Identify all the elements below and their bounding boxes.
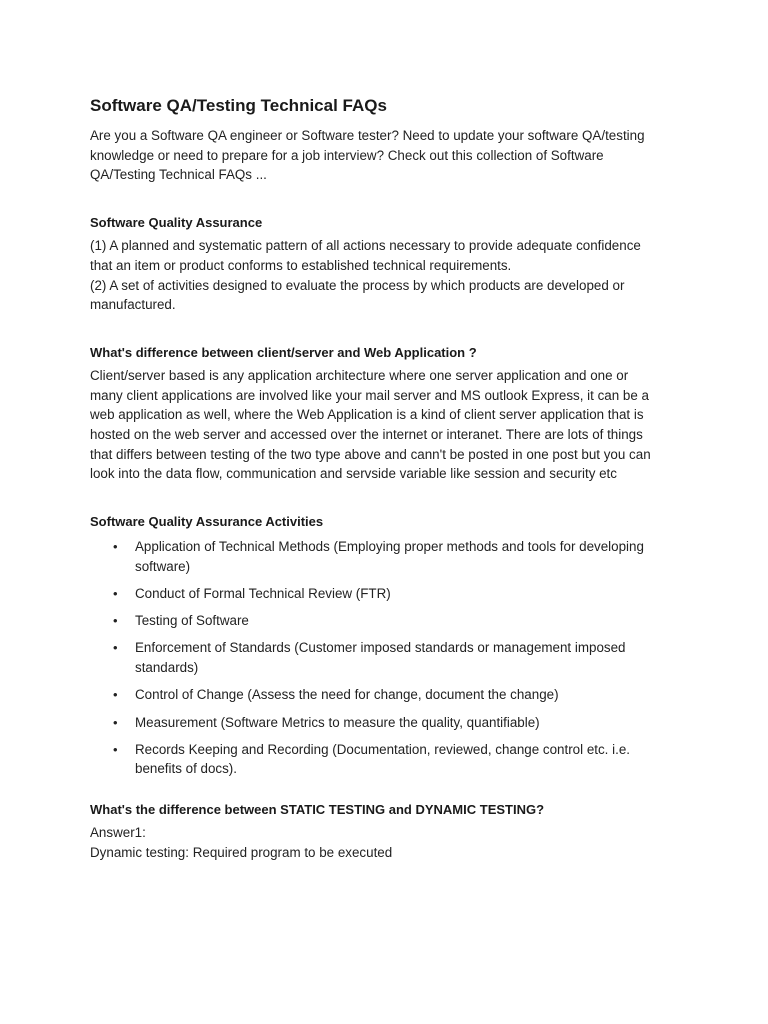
document-page: [90, 94, 680, 863]
text-line: web application as well, where the Web Application is a kind of client server application that is: [90, 407, 644, 423]
text-line: that differs between testing of the two type above and cann't be posted in one post but you can: [90, 446, 651, 462]
list-item: [90, 638, 680, 677]
bullet-icon: •: [113, 613, 118, 629]
text-line: (1) A planned and systematic pattern of all actions necessary to provide adequate confidence: [90, 238, 641, 254]
list-item-text: Application of Technical Methods (Employing proper methods and tools for developing: [135, 539, 644, 555]
section-activities: [90, 513, 680, 779]
text-line: Answer1:: [90, 825, 146, 841]
list-item: [90, 740, 680, 779]
section-heading: Software Quality Assurance Activities: [90, 514, 324, 530]
list-item-text: Measurement (Software Metrics to measure the quality, quantifiable): [135, 714, 540, 730]
intro-line: QA/Testing Technical FAQs ...: [90, 167, 267, 183]
text-line: Dynamic testing: Required program to be executed: [90, 844, 393, 860]
bullet-icon: •: [113, 640, 118, 656]
text-line: Client/server based is any application architecture where one server application and one or: [90, 367, 629, 383]
client-server-paragraph: [90, 366, 680, 484]
page-title: Software QA/Testing Technical FAQs: [90, 96, 387, 115]
list-item-text: Conduct of Formal Technical Review (FTR): [135, 586, 391, 602]
bullet-icon: •: [113, 741, 118, 757]
bullet-icon: •: [113, 586, 118, 602]
intro-line: knowledge or need to prepare for a job interview? Check out this collection of Software: [90, 147, 604, 163]
section-static-dynamic: [90, 801, 680, 862]
list-item: [90, 584, 680, 604]
text-line: manufactured.: [90, 297, 176, 313]
activities-list: [90, 537, 680, 779]
intro-paragraph: [90, 126, 680, 185]
text-line: hosted on the web server and accessed over the internet or interanet. There are lots of things: [90, 427, 643, 443]
list-item: [90, 685, 680, 705]
list-item: [90, 713, 680, 733]
section-sqa: [90, 214, 680, 315]
intro-line: Are you a Software QA engineer or Software tester? Need to update your software QA/testing: [90, 128, 645, 143]
list-item: [90, 537, 680, 576]
list-item: [90, 611, 680, 631]
list-item-text: benefits of docs).: [135, 761, 237, 777]
bullet-icon: •: [113, 539, 118, 555]
text-line: look into the data flow, communication and servside variable like session and security etc: [90, 466, 617, 482]
text-line: (2) A set of activities designed to evaluate the process by which products are developed or: [90, 277, 625, 293]
list-item-text: Testing of Software: [135, 613, 249, 629]
sqa-paragraph: [90, 236, 680, 315]
section-client-server: [90, 344, 680, 484]
list-item-text: standards): [135, 660, 199, 676]
section-heading: Software Quality Assurance: [90, 215, 263, 231]
text-line: many client applications are involved like your mail server and MS outlook Express, it can be a: [90, 387, 649, 403]
bullet-icon: •: [113, 714, 118, 730]
static-dynamic-paragraph: [90, 823, 680, 862]
text-line: that an item or product conforms to established technical requirements.: [90, 257, 512, 273]
list-item-text: Control of Change (Assess the need for change, document the change): [135, 687, 559, 703]
section-heading: What's the difference between STATIC TESTING and DYNAMIC TESTING?: [90, 802, 545, 818]
list-item-text: Records Keeping and Recording (Documentation, reviewed, change control etc. i.e.: [135, 741, 630, 757]
list-item-text: Enforcement of Standards (Customer imposed standards or management imposed: [135, 640, 626, 656]
section-heading: What's difference between client/server and Web Application ?: [90, 344, 477, 360]
bullet-icon: •: [113, 687, 118, 703]
list-item-text: software): [135, 558, 191, 574]
